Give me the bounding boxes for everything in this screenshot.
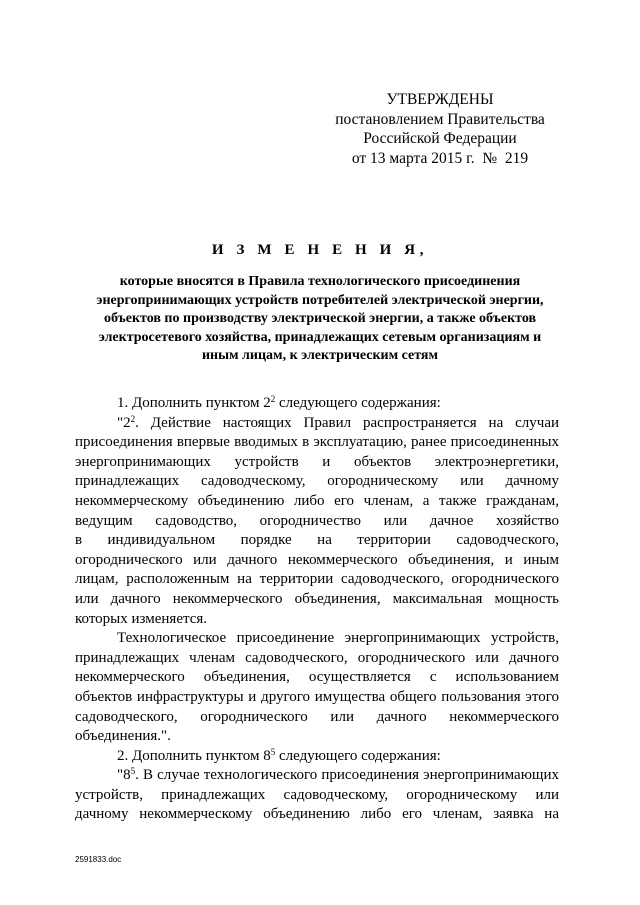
item-1-intro-text: 1. Дополнить пунктом 2 xyxy=(117,395,271,411)
subtitle-line: электросетевого хозяйства, принадлежащих сетевым организациям и xyxy=(98,329,542,345)
body-line: или дачного некоммерческого объединения, максимальная мощность xyxy=(75,590,559,607)
subtitle-line: объектов по производству электрической энергии, а также объектов xyxy=(103,311,537,327)
paragraph-8-5 xyxy=(75,766,559,825)
body-line: садоводческого, огороднического или дачного некоммерческого xyxy=(75,708,559,725)
body-line: лицам, расположенным на территории садоводческого, огороднического xyxy=(75,571,559,588)
paragraph-2-2 xyxy=(75,414,559,630)
approval-line: Российской Федерации xyxy=(363,130,517,147)
body-line: принадлежащих садоводческому, огородническому или дачному xyxy=(75,473,559,490)
body-line: дачному некоммерческому объединению либо его членам, заявка на xyxy=(75,806,559,823)
clause-number: "2 xyxy=(117,414,131,431)
item-2-intro xyxy=(75,747,559,767)
document-title: И З М Е Н Е Н И Я, xyxy=(211,242,429,258)
item-1-intro-text-end: следующего содержания: xyxy=(275,395,441,411)
item-2-intro-line xyxy=(75,747,559,767)
body-line: устройств, принадлежащих садоводческому, огородническому или xyxy=(75,786,559,803)
body-line: присоединения впервые вводимых в эксплуатацию, ранее присоединенных xyxy=(75,434,559,451)
document-subtitle xyxy=(72,273,568,366)
body-line: энергопринимающих устройств и объектов электроэнергетики, xyxy=(75,453,559,470)
clause-number: "8 xyxy=(117,767,131,784)
body-line-last: объединения.". xyxy=(75,728,171,745)
subtitle-line: иным лицам, к электрическим сетям xyxy=(201,348,439,364)
clause-text: . Действие настоящих Правил распространяется на случаи xyxy=(135,414,559,431)
title-block xyxy=(72,242,568,366)
approval-line: постановлением Правительства xyxy=(335,110,545,128)
body-line-last: которых изменяется. xyxy=(75,610,208,627)
document-body xyxy=(75,394,559,825)
body-line: некоммерческого объединения, осуществляется с использованием xyxy=(75,669,559,686)
item-2-superscript: 5 xyxy=(270,746,276,757)
clause-text: . В случае технологического присоединения энергопринимающих xyxy=(135,767,559,784)
subtitle-line: энергопринимающих устройств потребителей электрической энергии, xyxy=(96,292,544,308)
item-1-intro-line xyxy=(75,394,559,414)
body-line: в индивидуальном порядке на территории садоводческого, xyxy=(75,532,559,549)
approval-stamp xyxy=(330,90,550,168)
body-line: объектов инфраструктуры и другого имущества общего пользования этого xyxy=(75,688,559,705)
body-line: принадлежащих членам садоводческого, огороднического или дачного xyxy=(75,649,559,666)
body-line: ведущим садоводство, огородничество или дачное хозяйство xyxy=(75,512,559,529)
body-line: Технологическое присоединение энергопринимающих устройств, xyxy=(117,630,559,647)
clause-superscript: 5 xyxy=(130,766,136,777)
file-name-footer: 2591833.doc xyxy=(75,855,122,864)
paragraph-8-5-first-line xyxy=(75,766,559,786)
item-1-intro xyxy=(75,394,559,414)
clause-superscript: 2 xyxy=(130,413,136,424)
paragraph-technological-connection xyxy=(75,629,559,747)
subtitle-line: которые вносятся в Правила технологического присоединения xyxy=(119,274,521,289)
paragraph-2-2-first-line xyxy=(75,414,559,434)
item-1-superscript: 2 xyxy=(270,394,276,404)
body-line: огороднического или дачного некоммерческого объединения, и иным xyxy=(75,551,559,568)
body-line: некоммерческому объединению либо его членам, а также гражданам, xyxy=(75,492,559,509)
item-2-intro-text-end: следующего содержания: xyxy=(275,747,441,764)
approval-heading: УТВЕРЖДЕНЫ xyxy=(386,91,494,108)
item-2-intro-text: 2. Дополнить пунктом 8 xyxy=(117,747,271,764)
approval-date-number: от 13 марта 2015 г. № 219 xyxy=(351,149,529,167)
